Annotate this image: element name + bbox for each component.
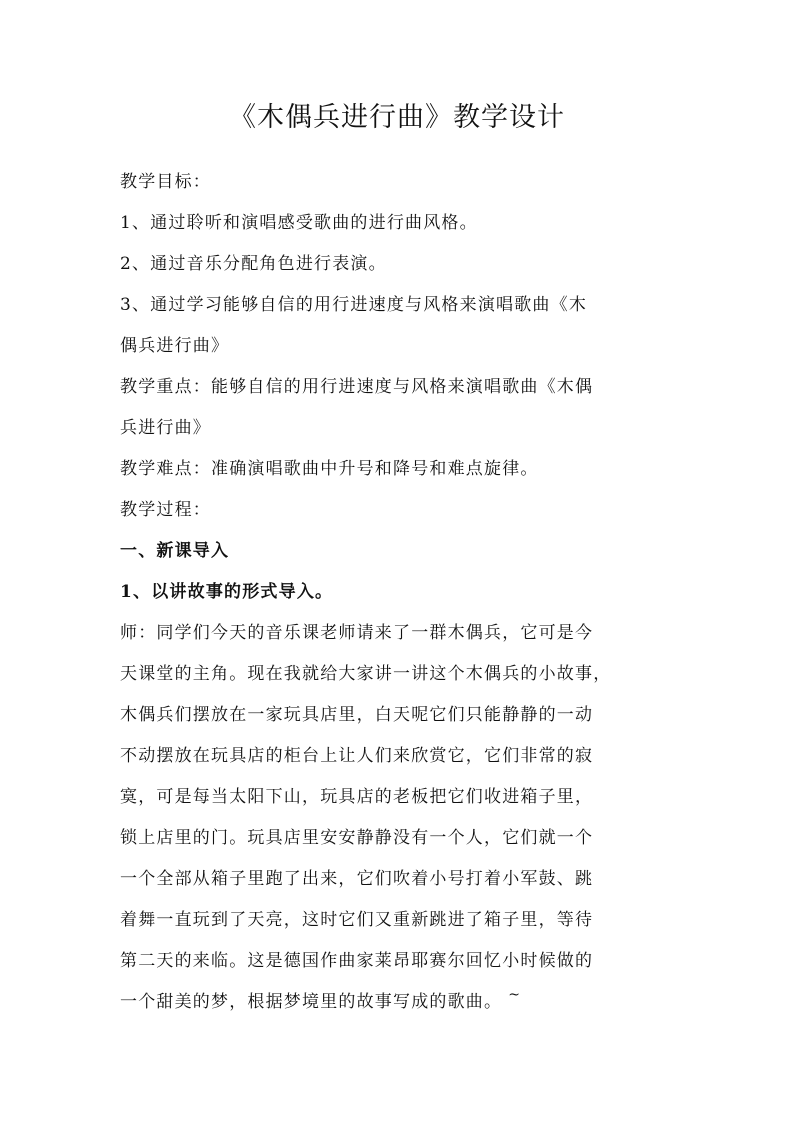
story-line-last bbox=[120, 982, 676, 1024]
trailing-tilde: ~ bbox=[508, 987, 522, 1003]
goal-item-2: 2、通过音乐分配角色进行表演。 bbox=[120, 254, 387, 274]
story-line: 寞，可是每当太阳下山，玩具店的老板把它们收进箱子里， bbox=[120, 787, 594, 807]
goal-item-1: 1、通过聆听和演唱感受歌曲的进行曲风格。 bbox=[120, 213, 478, 233]
section-heading-1: 一、新课导入 bbox=[120, 541, 230, 561]
goal-item-3-line-2: 偶兵进行曲》 bbox=[120, 336, 230, 356]
key-points-text-line-1: 能够自信的用行进速度与风格来演唱歌曲《木偶 bbox=[211, 377, 594, 397]
key-points-text-line-2: 兵进行曲》 bbox=[120, 418, 211, 438]
story-line: 第二天的来临。这是德国作曲家莱昂耶赛尔回忆小时候做的 bbox=[120, 951, 594, 971]
story-line: 着舞一直玩到了天亮，这时它们又重新跳进了箱子里，等待 bbox=[120, 910, 594, 930]
difficulty-label: 教学难点： bbox=[120, 459, 211, 479]
difficulty-points bbox=[120, 449, 676, 490]
story-line: 木偶兵们摆放在一家玩具店里，白天呢它们只能静静的一动 bbox=[120, 705, 594, 725]
story-line: 锁上店里的门。玩具店里安安静静没有一个人，它们就一个 bbox=[120, 828, 594, 848]
step-heading-1: 1、以讲故事的形式导入。 bbox=[120, 582, 334, 602]
document-body bbox=[120, 162, 676, 1024]
story-line: 天课堂的主角。现在我就给大家讲一讲这个木偶兵的小故事， bbox=[120, 664, 612, 684]
process-heading: 教学过程： bbox=[120, 500, 211, 520]
document-title: 《木偶兵进行曲》教学设计 bbox=[229, 102, 565, 133]
story-line-text: 一个甜美的梦，根据梦境里的故事写成的歌曲。 bbox=[120, 992, 503, 1012]
difficulty-text: 准确演唱歌曲中升号和降号和难点旋律。 bbox=[211, 459, 539, 479]
story-line: 不动摆放在玩具店的柜台上让人们来欣赏它，它们非常的寂 bbox=[120, 746, 594, 766]
goal-item-3-line-1: 3、通过学习能够自信的用行进速度与风格来演唱歌曲《木 bbox=[120, 295, 588, 315]
key-points bbox=[120, 367, 676, 408]
goals-heading: 教学目标： bbox=[120, 172, 211, 192]
story-line: 师：同学们今天的音乐课老师请来了一群木偶兵，它可是今 bbox=[120, 623, 594, 643]
key-points-label: 教学重点： bbox=[120, 377, 211, 397]
story-line: 一个全部从箱子里跑了出来，它们吹着小号打着小军鼓、跳 bbox=[120, 869, 594, 889]
